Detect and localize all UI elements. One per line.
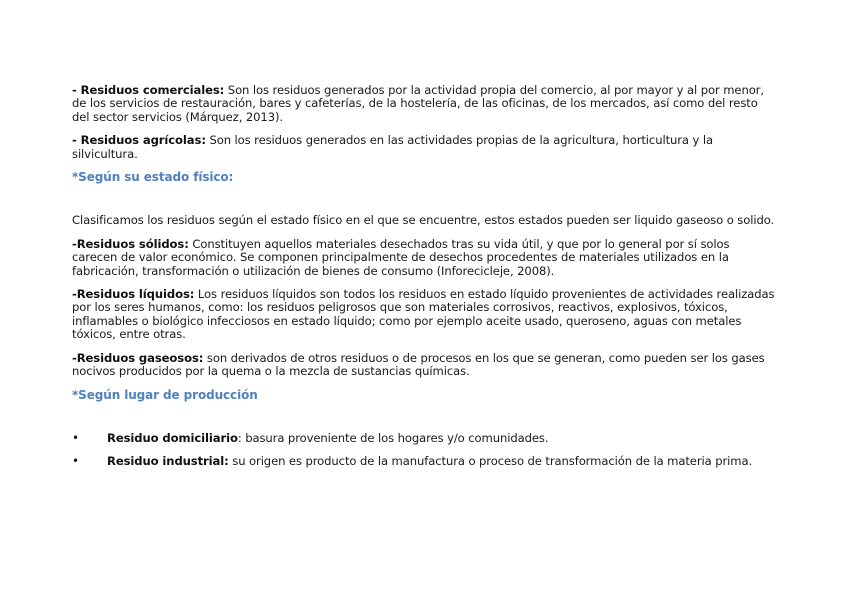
text-residuos-gaseosos: son derivados de otros residuos o de procesos en los que se generan, como pueden ser los gases nocivos producidos por la quema o la mezcla de sustancias químicas. xyxy=(72,350,765,379)
list-item-residuo-domiciliario xyxy=(72,432,778,445)
document-body xyxy=(72,84,778,479)
term-residuos-gaseosos: -Residuos gaseosos: xyxy=(72,350,204,365)
bullet-icon xyxy=(72,432,107,445)
term-residuos-liquidos: -Residuos líquidos: xyxy=(72,287,195,302)
paragraph-residuos-liquidos xyxy=(72,288,778,342)
text-residuos-liquidos: Los residuos líquidos son todos los residuos en estado líquido provenientes de actividades realizadas por los seres humanos, como: los residuos peligrosos que son materiales corrosivos, reactivos, explosivos, tóxicos, inflamables o biológico infecciosos en estado líquido; como por ejemplo aceite usado, queroseno, aguas con metales tóxicos, entre otras. xyxy=(72,287,775,342)
text-residuo-domiciliario: : basura proveniente de los hogares y/o comunidades. xyxy=(237,430,549,445)
term-residuo-domiciliario: Residuo domiciliario xyxy=(107,430,238,445)
text-residuos-agricolas: Son los residuos generados en las actividades propias de la agricultura, horticultura y la silvicultura. xyxy=(72,133,713,161)
paragraph-residuos-solidos xyxy=(72,238,778,278)
paragraph-intro-estado: Clasificamos los residuos según el estado físico en el que se encuentre, estos estados pueden ser liquido gaseoso o solido. xyxy=(72,213,775,228)
term-residuos-agricolas: - Residuos agrícolas: xyxy=(72,133,206,148)
paragraph-residuos-gaseosos xyxy=(72,352,778,379)
paragraph-residuos-comerciales xyxy=(72,84,778,124)
paragraph-residuos-agricolas xyxy=(72,134,778,161)
text-residuo-industrial: su origen es producto de la manufactura o proceso de transformación de la materia prima. xyxy=(228,454,753,469)
term-residuos-solidos: -Residuos sólidos: xyxy=(72,236,189,251)
heading-lugar-produccion: *Según lugar de producción xyxy=(72,387,258,402)
text-residuos-comerciales: Son los residuos generados por la actividad propia del comercio, al por mayor y al por menor, de los servicios de restauración, bares y cafeterías, de la hostelería, de las oficinas, de los mercados, así como del resto del sector servicios (Márquez, 2013). xyxy=(72,83,764,124)
term-residuo-industrial: Residuo industrial: xyxy=(107,454,229,469)
term-residuos-comerciales: - Residuos comerciales: xyxy=(72,83,225,97)
text-residuos-solidos: Constituyen aquellos materiales desechados tras su vida útil, y que por lo general por sí solos carecen de valor económico. Se componen principalmente de desechos procedentes de materiales utilizados en la fabricación, transformación o utilización de bienes de consumo (Inforecicleje, 2008). xyxy=(72,236,730,278)
heading-estado-fisico: *Según su estado físico: xyxy=(72,170,234,185)
list-item-residuo-industrial xyxy=(72,455,778,468)
bullet-icon xyxy=(72,455,107,468)
